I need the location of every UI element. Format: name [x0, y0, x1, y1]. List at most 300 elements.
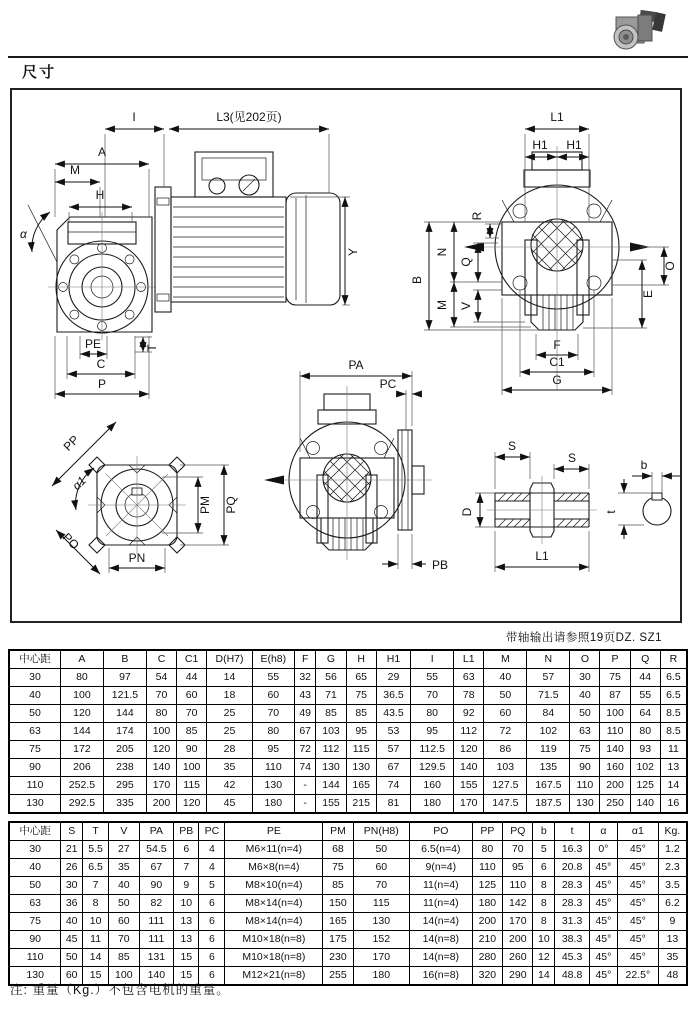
table-cell: 57: [527, 669, 570, 687]
table-cell: 53: [376, 723, 410, 741]
table-cell: 40: [484, 669, 527, 687]
table-cell: 11: [660, 741, 687, 759]
table-row: [9, 877, 687, 895]
table-cell: 10: [533, 931, 555, 949]
column-header: S: [61, 822, 83, 841]
table-cell: 16(n=8): [409, 967, 472, 986]
table-row: [9, 895, 687, 913]
table-cell: 9(n=4): [409, 859, 472, 877]
table-cell: M6×8(n=4): [225, 859, 323, 877]
table-cell: 14: [83, 949, 109, 967]
table-cell: 85: [323, 877, 353, 895]
table-cell: 8: [83, 895, 109, 913]
dim-label-m2: M: [435, 300, 449, 310]
technical-drawing: [12, 90, 680, 621]
column-header: T: [83, 822, 109, 841]
table-cell: 100: [177, 759, 207, 777]
dim-label-pb: PB: [432, 558, 449, 572]
table-cell: 2.3: [658, 859, 687, 877]
table-cell: 31.3: [555, 913, 590, 931]
table-cell: 150: [323, 895, 353, 913]
dim-label-pq: PQ: [224, 496, 238, 514]
table-cell: 63: [454, 669, 484, 687]
table-cell: 102: [630, 759, 660, 777]
table-cell: 8: [533, 877, 555, 895]
table-cell: 170: [353, 949, 409, 967]
table-cell: 15: [83, 967, 109, 986]
table-cell: 45: [61, 931, 83, 949]
dim-label-h: H: [95, 188, 105, 202]
column-header: α1: [617, 822, 658, 841]
table-cell: M8×10(n=4): [225, 877, 323, 895]
table-cell: 5.5: [83, 841, 109, 859]
view-rear-flange: [410, 110, 677, 395]
table-cell: 67: [294, 723, 316, 741]
table-cell: 45°: [589, 967, 617, 986]
table-cell: 170: [146, 777, 176, 795]
table-cell: 75: [570, 741, 600, 759]
column-header: A: [60, 650, 103, 669]
table-cell: 144: [316, 777, 346, 795]
table-cell: 70: [503, 841, 533, 859]
table-cell: 155: [316, 795, 346, 814]
table-cell: 280: [472, 949, 502, 967]
table-cell: 15: [174, 967, 199, 986]
table-cell: 147.5: [484, 795, 527, 814]
dim-label-c: C: [96, 357, 106, 371]
table-cell: 80: [252, 723, 294, 741]
column-header: PE: [225, 822, 323, 841]
table-cell: 35: [207, 759, 253, 777]
table-cell: 9: [174, 877, 199, 895]
column-header: PM: [323, 822, 353, 841]
table-cell: 44: [630, 669, 660, 687]
table-cell: 103: [484, 759, 527, 777]
table-cell: M8×14(n=4): [225, 895, 323, 913]
table-cell: 140: [139, 967, 174, 986]
table-cell: 5: [199, 877, 225, 895]
table-cell: 11: [83, 931, 109, 949]
column-header: H: [346, 650, 376, 669]
table-cell: 160: [600, 759, 630, 777]
table-cell: 49: [294, 705, 316, 723]
table-cell: 165: [323, 913, 353, 931]
table-cell: 43.5: [376, 705, 410, 723]
table-cell: 10: [174, 895, 199, 913]
table-row: [9, 931, 687, 949]
table-cell: 119: [527, 741, 570, 759]
table-cell: 130: [316, 759, 346, 777]
dim-label-h1-left: H1: [532, 138, 548, 152]
table-cell: 10: [83, 913, 109, 931]
table-cell: 180: [353, 967, 409, 986]
dim-label-g: G: [552, 373, 562, 387]
column-header: F: [294, 650, 316, 669]
table-cell: 50: [61, 949, 83, 967]
table-cell: 110: [570, 777, 600, 795]
table-cell: 32: [294, 669, 316, 687]
table-cell: 45°: [617, 949, 658, 967]
table-cell: 100: [60, 687, 103, 705]
table-cell: 72: [484, 723, 527, 741]
table-cell: 13: [174, 931, 199, 949]
table-cell: 81: [376, 795, 410, 814]
dim-label-n: N: [435, 247, 449, 257]
table-cell: 45°: [589, 877, 617, 895]
table-cell: 35: [658, 949, 687, 967]
table-cell: 140: [600, 741, 630, 759]
table-cell: 71.5: [527, 687, 570, 705]
table-cell: 6: [199, 931, 225, 949]
table-cell: 110: [472, 859, 502, 877]
table-cell: 13: [660, 759, 687, 777]
table-cell: 140: [146, 759, 176, 777]
table-cell: 60: [353, 859, 409, 877]
table-cell: 200: [146, 795, 176, 814]
dim-label-pp: PP: [60, 432, 82, 454]
table-cell: 28.3: [555, 895, 590, 913]
table-cell: 6.5: [660, 669, 687, 687]
table-cell: 112: [454, 723, 484, 741]
table-cell: 45.3: [555, 949, 590, 967]
dimension-drawing-panel: [10, 88, 682, 623]
table-cell: 8.5: [660, 705, 687, 723]
column-header: M: [484, 650, 527, 669]
table-cell: 292.5: [60, 795, 103, 814]
shaft-output-note: 带轴输出请参照19页DZ. SZ1: [505, 632, 662, 644]
table-cell: 129.5: [411, 759, 454, 777]
table-cell: 63: [9, 723, 60, 741]
column-header: B: [103, 650, 146, 669]
table-cell: 172: [60, 741, 103, 759]
table-cell: 45°: [617, 895, 658, 913]
column-header: 中心距: [9, 650, 60, 669]
column-header: Q: [630, 650, 660, 669]
table-cell: 100: [600, 705, 630, 723]
table-cell: 54.5: [139, 841, 174, 859]
dim-label-r: R: [470, 211, 484, 221]
table-cell: 71: [316, 687, 346, 705]
table-cell: 60: [252, 687, 294, 705]
product-photo: [604, 5, 668, 60]
table-cell: 18: [207, 687, 253, 705]
table-cell: 174: [103, 723, 146, 741]
table-cell: 26: [61, 859, 83, 877]
column-header: PC: [199, 822, 225, 841]
column-header: R: [660, 650, 687, 669]
table-cell: 21: [61, 841, 83, 859]
table-cell: 7: [83, 877, 109, 895]
table-cell: 90: [570, 759, 600, 777]
table-cell: 140: [454, 759, 484, 777]
table-cell: 16.3: [555, 841, 590, 859]
column-header: C: [146, 650, 176, 669]
table-cell: 200: [503, 931, 533, 949]
table-cell: 45: [207, 795, 253, 814]
table-cell: 44: [177, 669, 207, 687]
table-cell: 74: [294, 759, 316, 777]
table-cell: 165: [346, 777, 376, 795]
table-cell: 130: [353, 913, 409, 931]
dim-label-pm: PM: [198, 496, 212, 514]
table-cell: 0°: [589, 841, 617, 859]
table-cell: 180: [252, 795, 294, 814]
table-cell: 12: [533, 949, 555, 967]
table-cell: 43: [294, 687, 316, 705]
table-cell: 320: [472, 967, 502, 986]
table-cell: 70: [353, 877, 409, 895]
table-cell: 6.2: [658, 895, 687, 913]
table-cell: 85: [346, 705, 376, 723]
page-title: 尺寸: [22, 64, 57, 81]
table-cell: 155: [454, 777, 484, 795]
table-cell: 13: [658, 931, 687, 949]
table-cell: 92: [454, 705, 484, 723]
table-cell: 90: [139, 877, 174, 895]
table-cell: 63: [9, 895, 61, 913]
table-cell: 16: [660, 795, 687, 814]
table-cell: 142: [503, 895, 533, 913]
table-cell: 6: [533, 859, 555, 877]
table-cell: 103: [316, 723, 346, 741]
table-cell: 60: [177, 687, 207, 705]
table-cell: 70: [252, 705, 294, 723]
table-cell: 130: [9, 795, 60, 814]
table-cell: 121.5: [103, 687, 146, 705]
table-cell: 30: [9, 669, 60, 687]
view-output-flange: [264, 358, 448, 572]
table-cell: 180: [472, 895, 502, 913]
table-cell: 45°: [617, 859, 658, 877]
table-row: [9, 723, 687, 741]
header-rule: [8, 56, 688, 58]
table-cell: 115: [177, 777, 207, 795]
dim-label-alpha: α: [20, 227, 27, 241]
table-cell: 100: [146, 723, 176, 741]
table-cell: 78: [454, 687, 484, 705]
table-cell: 130: [252, 777, 294, 795]
table-cell: 25: [207, 723, 253, 741]
table-cell: 144: [103, 705, 146, 723]
table-cell: 215: [346, 795, 376, 814]
table-cell: 45°: [617, 931, 658, 949]
table-cell: 210: [472, 931, 502, 949]
table-cell: 250: [600, 795, 630, 814]
table-cell: 180: [411, 795, 454, 814]
table-cell: 205: [103, 741, 146, 759]
table-cell: 45°: [589, 913, 617, 931]
table-cell: 95: [503, 859, 533, 877]
table-cell: 75: [600, 669, 630, 687]
table-cell: 80: [146, 705, 176, 723]
table-cell: 102: [527, 723, 570, 741]
table-cell: 35: [109, 859, 139, 877]
table-cell: 6: [199, 949, 225, 967]
table-cell: 70: [109, 931, 139, 949]
table-cell: 131: [139, 949, 174, 967]
column-header: V: [109, 822, 139, 841]
table-cell: 130: [9, 967, 61, 986]
table-cell: 85: [177, 723, 207, 741]
column-header: b: [533, 822, 555, 841]
table-cell: 8: [533, 913, 555, 931]
table-cell: 115: [353, 895, 409, 913]
table-cell: 115: [346, 741, 376, 759]
table-cell: 170: [503, 913, 533, 931]
table-cell: 4: [199, 841, 225, 859]
table-cell: 14: [207, 669, 253, 687]
table-cell: 260: [503, 949, 533, 967]
table-cell: 8.5: [660, 723, 687, 741]
table-cell: 80: [472, 841, 502, 859]
table-cell: 42: [207, 777, 253, 795]
table-cell: 230: [323, 949, 353, 967]
table-cell: 120: [454, 741, 484, 759]
view-side-gearbox-motor: [20, 110, 360, 399]
table-row: [9, 949, 687, 967]
dim-label-s1: S: [507, 439, 517, 453]
table-cell: M10×18(n=8): [225, 931, 323, 949]
table-cell: 48: [658, 967, 687, 986]
table-cell: 110: [503, 877, 533, 895]
table-cell: 127.5: [484, 777, 527, 795]
table-cell: 167.5: [527, 777, 570, 795]
column-header: L1: [454, 650, 484, 669]
view-shaft-detail: [460, 439, 680, 572]
table-cell: 25: [207, 705, 253, 723]
table-cell: 255: [323, 967, 353, 986]
table-cell: 8: [533, 895, 555, 913]
table-cell: 50: [570, 705, 600, 723]
dim-label-s2: S: [567, 451, 577, 465]
table-cell: 65: [346, 669, 376, 687]
dim-label-m: M: [70, 163, 80, 177]
table-cell: M6×11(n=4): [225, 841, 323, 859]
table-cell: 45°: [589, 949, 617, 967]
table-cell: 9: [658, 913, 687, 931]
column-header: t: [555, 822, 590, 841]
table-cell: 72: [294, 741, 316, 759]
table-row: [9, 741, 687, 759]
table-cell: 295: [103, 777, 146, 795]
dim-label-alpha1: α1: [69, 473, 89, 493]
table-cell: 75: [323, 859, 353, 877]
dim-label-t: T: [145, 344, 159, 352]
table-cell: 110: [9, 777, 60, 795]
table-cell: 50: [353, 841, 409, 859]
table-cell: 60: [109, 913, 139, 931]
table-cell: 95: [252, 741, 294, 759]
dim-label-pa: PA: [348, 358, 364, 372]
table-cell: 3.5: [658, 877, 687, 895]
table-cell: 170: [454, 795, 484, 814]
table-cell: 20.8: [555, 859, 590, 877]
table-row: [9, 687, 687, 705]
table-cell: 125: [472, 877, 502, 895]
table-cell: 28: [207, 741, 253, 759]
table-cell: 4: [199, 859, 225, 877]
table-cell: 14(n=8): [409, 949, 472, 967]
table-cell: 86: [484, 741, 527, 759]
table-cell: 40: [9, 687, 60, 705]
table-cell: 36.5: [376, 687, 410, 705]
table-cell: 112.5: [411, 741, 454, 759]
table-cell: 67: [139, 859, 174, 877]
table-cell: 45°: [617, 913, 658, 931]
table-cell: 54: [146, 669, 176, 687]
table-cell: 45°: [589, 931, 617, 949]
table-cell: 50: [9, 877, 61, 895]
table-cell: 84: [527, 705, 570, 723]
table-cell: 160: [411, 777, 454, 795]
table-cell: 87: [600, 687, 630, 705]
column-header: PQ: [503, 822, 533, 841]
table-cell: 1.2: [658, 841, 687, 859]
table-cell: 290: [503, 967, 533, 986]
table-cell: 110: [600, 723, 630, 741]
dim-label-i: I: [132, 110, 136, 124]
table-cell: 97: [103, 669, 146, 687]
table-cell: 36: [61, 895, 83, 913]
table-cell: M8×14(n=4): [225, 913, 323, 931]
column-header: α: [589, 822, 617, 841]
column-header: D(H7): [207, 650, 253, 669]
dim-label-p: P: [97, 377, 107, 391]
column-header: PO: [409, 822, 472, 841]
table-cell: 130: [570, 795, 600, 814]
column-header: E(h8): [252, 650, 294, 669]
table-row: [9, 759, 687, 777]
column-header: O: [570, 650, 600, 669]
table-cell: 82: [139, 895, 174, 913]
table-cell: 252.5: [60, 777, 103, 795]
table-cell: 28.3: [555, 877, 590, 895]
column-header: N: [527, 650, 570, 669]
table-cell: 45°: [589, 895, 617, 913]
table-cell: 152: [353, 931, 409, 949]
table-cell: 11(n=4): [409, 877, 472, 895]
table-cell: 130: [346, 759, 376, 777]
table-cell: 50: [484, 687, 527, 705]
table-row: [9, 913, 687, 931]
table-cell: 120: [146, 741, 176, 759]
dim-label-l1: L1: [550, 110, 564, 124]
column-header: G: [316, 650, 346, 669]
dim-label-v: V: [459, 301, 473, 311]
table-cell: 6: [199, 895, 225, 913]
table-cell: 27: [109, 841, 139, 859]
dim-label-q: Q: [459, 257, 473, 267]
table-row: [9, 795, 687, 814]
table-cell: 111: [139, 913, 174, 931]
table-cell: 68: [323, 841, 353, 859]
table-cell: 144: [60, 723, 103, 741]
table-cell: 30: [61, 877, 83, 895]
column-header: Kg.: [658, 822, 687, 841]
table-cell: 70: [177, 705, 207, 723]
table-cell: 80: [630, 723, 660, 741]
table-row: [9, 777, 687, 795]
column-header: C1: [177, 650, 207, 669]
table-cell: 45°: [617, 877, 658, 895]
dim-label-t-key: t: [604, 510, 618, 514]
dim-label-e: E: [641, 289, 655, 299]
table-cell: 14: [660, 777, 687, 795]
table-cell: 85: [109, 949, 139, 967]
table-cell: 50: [109, 895, 139, 913]
table-cell: 45°: [617, 841, 658, 859]
table-header-row: [9, 650, 687, 669]
